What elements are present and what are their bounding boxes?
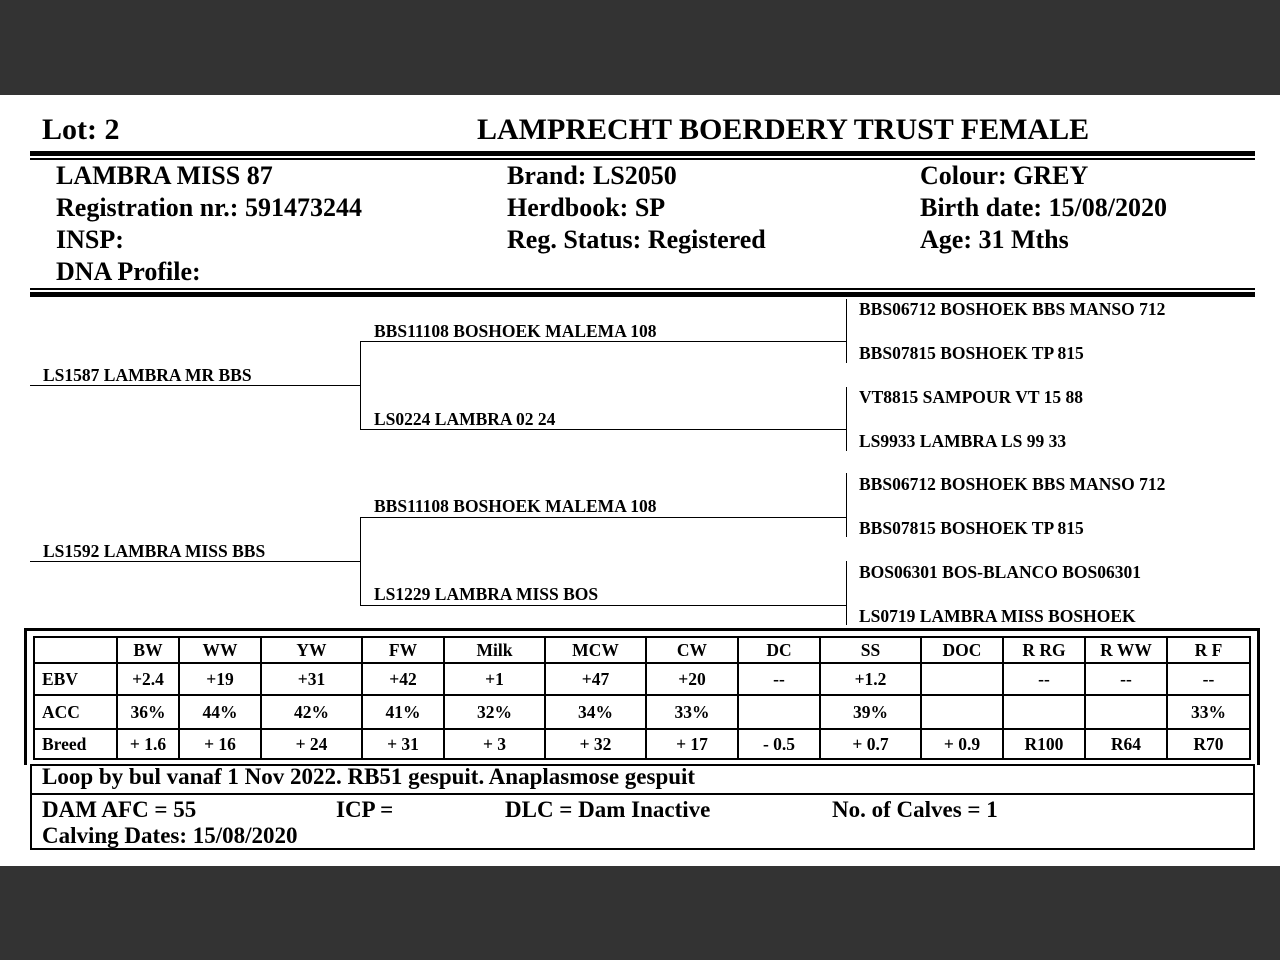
breed-cell: + 3 xyxy=(444,729,545,759)
pedigree-dam: LS1592 LAMBRA MISS BBS xyxy=(43,541,266,561)
age-field: Age: 31 Mths xyxy=(920,225,1069,254)
pedigree-line xyxy=(360,341,846,342)
ebv-col-header: Milk xyxy=(444,637,545,663)
header-rule-thick xyxy=(30,151,1255,156)
ebv-col-header: R F xyxy=(1167,637,1250,663)
pedigree-line xyxy=(846,387,847,451)
ebv-header-row xyxy=(34,637,1250,663)
ebv-cell: -- xyxy=(1085,663,1167,695)
acc-cell: 39% xyxy=(820,695,921,729)
pedigree-line xyxy=(360,517,361,605)
ebv-col-header: SS xyxy=(820,637,921,663)
breed-cell: - 0.5 xyxy=(738,729,820,759)
pedigree-line xyxy=(30,385,360,386)
ebv-cell: -- xyxy=(1003,663,1085,695)
pedigree-ggp-2: BBS07815 BOSHOEK TP 815 xyxy=(859,343,1084,363)
breed-row xyxy=(34,729,1250,759)
pedigree-line xyxy=(360,517,846,518)
colour-field: Colour: GREY xyxy=(920,161,1089,190)
acc-cell xyxy=(738,695,820,729)
ebv-col-header: CW xyxy=(646,637,738,663)
notes-divider xyxy=(30,793,1255,795)
pedigree-line xyxy=(360,341,361,429)
ebv-col-header xyxy=(34,637,117,663)
pedigree-line xyxy=(30,561,360,562)
pedigree-line xyxy=(846,473,847,537)
ebv-col-header: DC xyxy=(738,637,820,663)
ebv-cell: +42 xyxy=(362,663,444,695)
lot-heading xyxy=(42,114,120,146)
acc-row-label: ACC xyxy=(34,695,117,729)
acc-row xyxy=(34,695,1250,729)
ebv-cell: +20 xyxy=(646,663,738,695)
icp-field: ICP = xyxy=(336,797,394,822)
ebv-col-header: BW xyxy=(117,637,179,663)
lot-label: Lot: xyxy=(42,113,97,146)
ebv-cell: -- xyxy=(738,663,820,695)
dna-profile-field: DNA Profile: xyxy=(56,257,201,286)
pedigree-ggp-1: BBS06712 BOSHOEK BBS MANSO 712 xyxy=(859,299,1166,319)
pedigree-ggp-5: BBS06712 BOSHOEK BBS MANSO 712 xyxy=(859,474,1166,494)
ebv-cell: +47 xyxy=(545,663,646,695)
pedigree-ggp-8: LS0719 LAMBRA MISS BOSHOEK xyxy=(859,606,1136,626)
pedigree-line xyxy=(846,561,847,625)
ebv-cell: +19 xyxy=(179,663,261,695)
pedigree-sire-sire: BBS11108 BOSHOEK MALEMA 108 xyxy=(374,321,657,341)
brand-field: Brand: LS2050 xyxy=(507,161,677,190)
lot-number: 2 xyxy=(104,113,120,146)
insp-field: INSP: xyxy=(56,225,124,254)
reg-status-field: Reg. Status: Registered xyxy=(507,225,766,254)
ebv-col-header: DOC xyxy=(921,637,1003,663)
remark-text: Loop by bul vanaf 1 Nov 2022. RB51 gespuit. Anaplasmose gespuit xyxy=(42,764,696,789)
breed-cell: + 24 xyxy=(261,729,362,759)
ebv-cell: +1 xyxy=(444,663,545,695)
ebv-row xyxy=(34,663,1250,695)
pedigree-ggp-4: LS9933 LAMBRA LS 99 33 xyxy=(859,431,1067,451)
ebv-table xyxy=(33,636,1251,760)
acc-cell xyxy=(921,695,1003,729)
info-rule-thick xyxy=(30,292,1255,297)
ebv-row-label: EBV xyxy=(34,663,117,695)
ebv-col-header: WW xyxy=(179,637,261,663)
sheet-title: LAMPRECHT BOERDERY TRUST FEMALE xyxy=(477,113,1090,146)
breed-cell: R64 xyxy=(1085,729,1167,759)
birth-date-field: Birth date: 15/08/2020 xyxy=(920,193,1167,222)
acc-cell: 32% xyxy=(444,695,545,729)
ebv-cell: +2.4 xyxy=(117,663,179,695)
pedigree-sire: LS1587 LAMBRA MR BBS xyxy=(43,365,252,385)
pedigree-dam-sire: BBS11108 BOSHOEK MALEMA 108 xyxy=(374,496,657,516)
ebv-col-header: YW xyxy=(261,637,362,663)
pedigree-line xyxy=(360,429,846,430)
breed-row-label: Breed xyxy=(34,729,117,759)
ebv-col-header: R RG xyxy=(1003,637,1085,663)
ebv-col-header: FW xyxy=(362,637,444,663)
breed-cell: + 16 xyxy=(179,729,261,759)
ebv-cell xyxy=(921,663,1003,695)
dam-afc-field: DAM AFC = 55 xyxy=(42,797,197,822)
ebv-cell: +1.2 xyxy=(820,663,921,695)
breed-cell: R70 xyxy=(1167,729,1250,759)
breed-cell: + 17 xyxy=(646,729,738,759)
ebv-col-header: R WW xyxy=(1085,637,1167,663)
ebv-cell: +31 xyxy=(261,663,362,695)
breed-cell: + 32 xyxy=(545,729,646,759)
pedigree-ggp-3: VT8815 SAMPOUR VT 15 88 xyxy=(859,387,1083,407)
breed-cell: + 31 xyxy=(362,729,444,759)
acc-cell: 36% xyxy=(117,695,179,729)
breed-cell: + 1.6 xyxy=(117,729,179,759)
acc-cell xyxy=(1003,695,1085,729)
ebv-col-header: MCW xyxy=(545,637,646,663)
animal-name: LAMBRA MISS 87 xyxy=(56,161,273,190)
pedigree-ggp-6: BBS07815 BOSHOEK TP 815 xyxy=(859,518,1084,538)
herdbook-field: Herdbook: SP xyxy=(507,193,666,222)
registration-number: Registration nr.: 591473244 xyxy=(56,193,362,222)
acc-cell: 34% xyxy=(545,695,646,729)
acc-cell: 33% xyxy=(1167,695,1250,729)
dlc-field: DLC = Dam Inactive xyxy=(505,797,711,822)
breed-cell: + 0.7 xyxy=(820,729,921,759)
pedigree-sire-dam: LS0224 LAMBRA 02 24 xyxy=(374,409,556,429)
ebv-cell: -- xyxy=(1167,663,1250,695)
acc-cell: 44% xyxy=(179,695,261,729)
info-rule-thin xyxy=(30,288,1255,290)
pedigree-line xyxy=(846,299,847,363)
breed-cell: R100 xyxy=(1003,729,1085,759)
calves-count-field: No. of Calves = 1 xyxy=(832,797,998,822)
lot-sheet xyxy=(0,95,1280,866)
calving-dates-field: Calving Dates: 15/08/2020 xyxy=(42,823,298,848)
acc-cell xyxy=(1085,695,1167,729)
acc-cell: 33% xyxy=(646,695,738,729)
pedigree-line xyxy=(360,605,846,606)
acc-cell: 42% xyxy=(261,695,362,729)
acc-cell: 41% xyxy=(362,695,444,729)
pedigree-dam-dam: LS1229 LAMBRA MISS BOS xyxy=(374,584,599,604)
breed-cell: + 0.9 xyxy=(921,729,1003,759)
pedigree-ggp-7: BOS06301 BOS-BLANCO BOS06301 xyxy=(859,562,1141,582)
